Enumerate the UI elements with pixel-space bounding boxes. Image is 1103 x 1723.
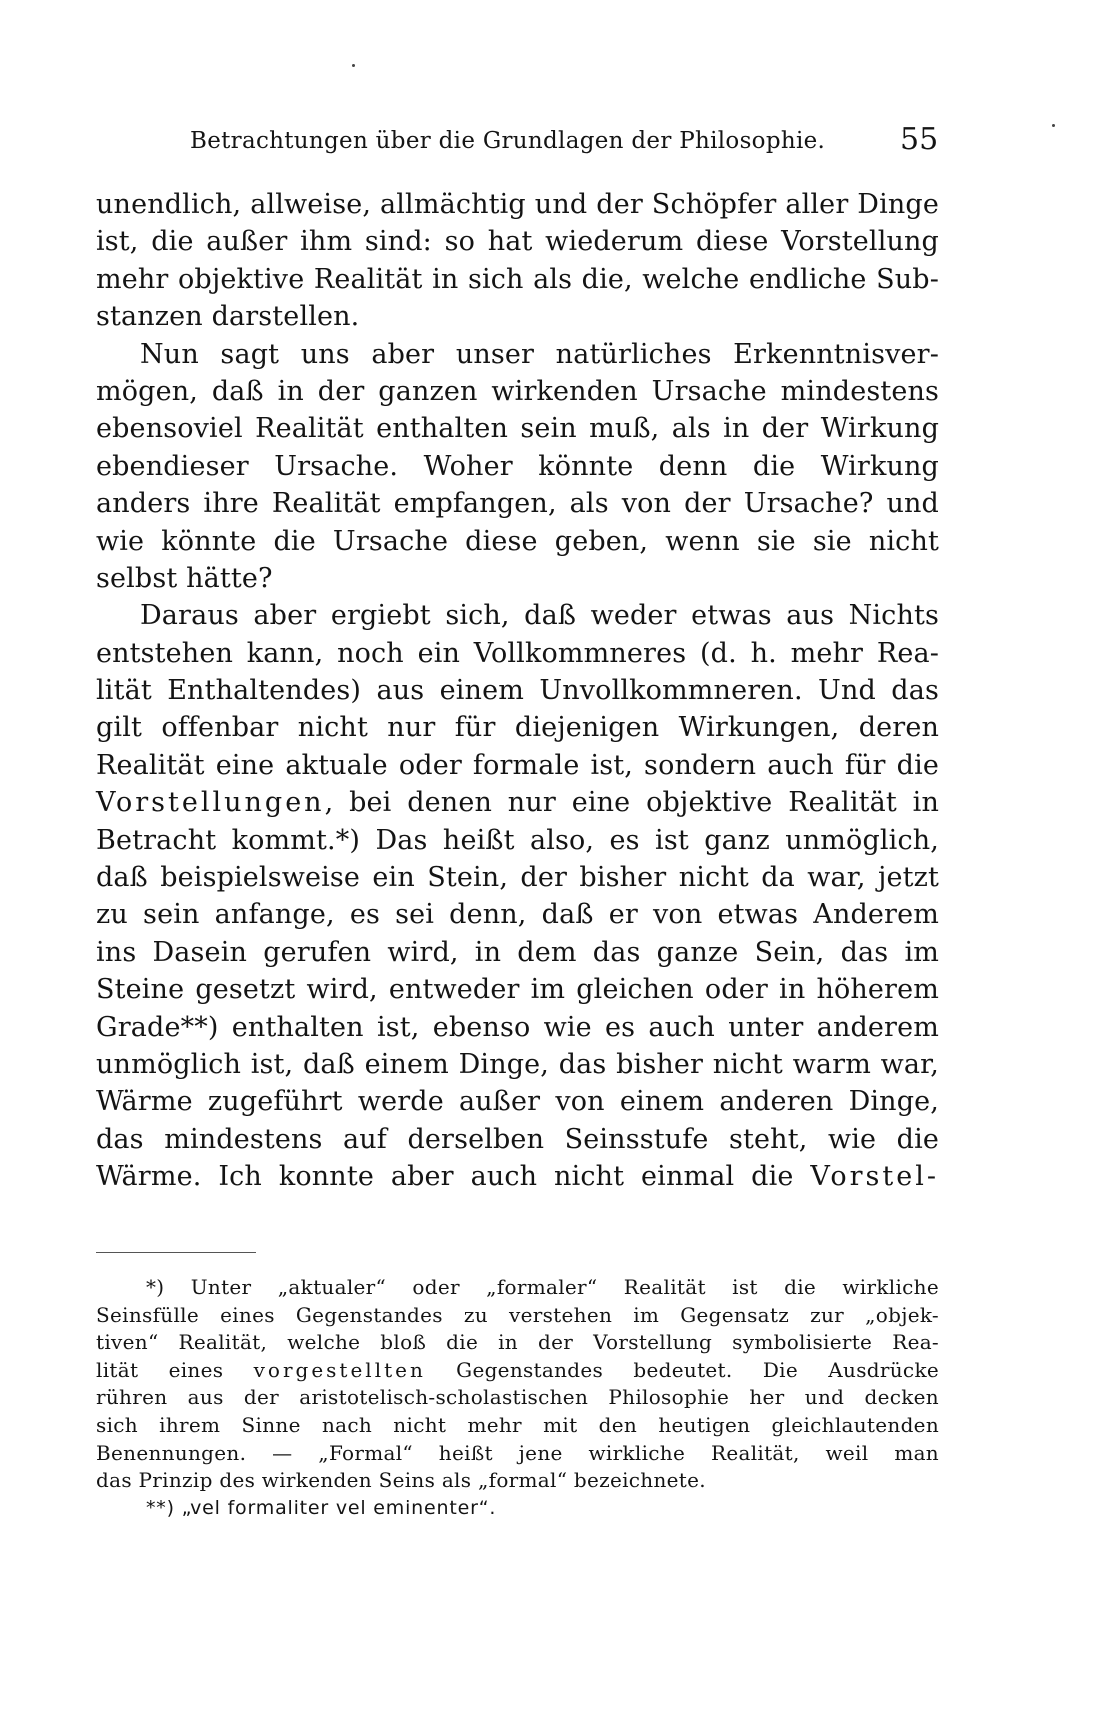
text-line: stanzen darstellen. — [96, 301, 360, 333]
text-line: Daraus aber ergiebt sich, daß weder etwas aus Nichts — [140, 600, 939, 632]
footnote-line: das Prinzip des wirkenden Seins als „formal“ bezeichnete. — [96, 1468, 706, 1493]
text-line: unmöglich ist, daß einem Dinge, das bisher nicht warm war, — [96, 1048, 939, 1080]
emphasized-word: vorgestellten — [253, 1357, 426, 1382]
print-speck — [352, 64, 355, 67]
text-line: ebensoviel Realität enthalten sein muß, als in der Wirkung — [96, 413, 939, 445]
emphasized-word: Vorstellungen — [96, 787, 325, 819]
text-line: entstehen kann, noch ein Vollkommneres (d. h. mehr Rea- — [96, 637, 939, 669]
footnote-line: sich ihrem Sinne nach nicht mehr mit den heutigen gleichlautenden — [96, 1412, 939, 1437]
text-line: ist, die außer ihm sind: so hat wiederum diese Vorstellung — [96, 226, 939, 258]
footnote-line: Benennungen. — „Formal“ heißt jene wirkliche Realität, weil man — [96, 1440, 939, 1465]
text-line: anders ihre Realität empfangen, als von der Ursache? und — [96, 488, 939, 520]
footnote-line — [96, 1357, 939, 1385]
page-number: 55 — [900, 122, 939, 157]
text-line: Steine gesetzt wird, entweder im gleichen oder in höherem — [96, 974, 939, 1006]
text-line: selbst hätte? — [96, 562, 273, 594]
text-line: lität Enthaltendes) aus einem Unvollkommneren. Und das — [96, 675, 939, 707]
text-line: das mindestens auf derselben Seinsstufe steht, wie die — [96, 1123, 939, 1155]
text-line: wie könnte die Ursache diese geben, wenn sie sie nicht — [96, 525, 939, 557]
body-text — [96, 186, 939, 1196]
text-line: Wärme zugeführt werde außer von einem anderen Dinge, — [96, 1086, 939, 1118]
text-line — [96, 784, 939, 821]
emphasized-word: Vorstel- — [810, 1161, 939, 1193]
text-line: gilt offenbar nicht nur für diejenigen Wirkungen, deren — [96, 712, 939, 744]
footnote-line: rühren aus der aristotelisch-scholastischen Philosophie her und decken — [96, 1385, 939, 1410]
text-line: unendlich, allweise, allmächtig und der Schöpfer aller Dinge — [96, 189, 939, 220]
text-line: daß beispielsweise ein Stein, der bisher nicht da war, jetzt — [96, 862, 939, 894]
footnote-divider — [96, 1252, 256, 1253]
footnote-line: Seinsfülle eines Gegenstandes zu verstehen im Gegensatz zur „objek- — [96, 1302, 939, 1327]
text-line: mögen, daß in der ganzen wirkenden Ursache mindestens — [96, 375, 939, 407]
text-fragment: Wärme. Ich konnte aber auch nicht einmal die — [96, 1161, 811, 1193]
text-line: Grade**) enthalten ist, ebenso wie es auch unter anderem — [96, 1011, 939, 1043]
text-line: zu sein anfange, es sei denn, daß er von etwas Anderem — [96, 899, 939, 931]
footnotes — [96, 1274, 939, 1522]
text-line — [96, 1158, 939, 1195]
text-line: ebendieser Ursache. Woher könnte denn die Wirkung — [96, 450, 939, 482]
page-header — [190, 122, 990, 168]
running-title: Betrachtungen über die Grundlagen der Philosophie. — [190, 128, 826, 154]
text-line: Realität eine aktuale oder formale ist, sondern auch für die — [96, 749, 939, 781]
text-fragment: Gegenstandes bedeutet. Die Ausdrücke — [425, 1357, 939, 1382]
text-fragment: , bei denen nur eine objektive Realität in — [324, 787, 939, 819]
text-fragment: lität eines — [96, 1357, 254, 1382]
footnote-line: tiven“ Realität, welche bloß die in der Vorstellung symbolisierte Rea- — [96, 1330, 939, 1355]
print-speck — [1052, 124, 1055, 127]
text-line: ins Dasein gerufen wird, in dem das ganze Sein, das im — [96, 936, 939, 968]
text-line: Betracht kommt.*) Das heißt also, es ist ganz unmöglich, — [96, 824, 939, 856]
text-line: Nun sagt uns aber unser natürliches Erkenntnisver- — [140, 338, 939, 370]
text-line: mehr objektive Realität in sich als die, welche endliche Sub- — [96, 263, 939, 295]
footnote-line: **) „vel formaliter vel eminenter“. — [146, 1496, 497, 1519]
footnote-line: *) Unter „aktualer“ oder „formaler“ Realität ist die wirkliche — [146, 1275, 939, 1299]
